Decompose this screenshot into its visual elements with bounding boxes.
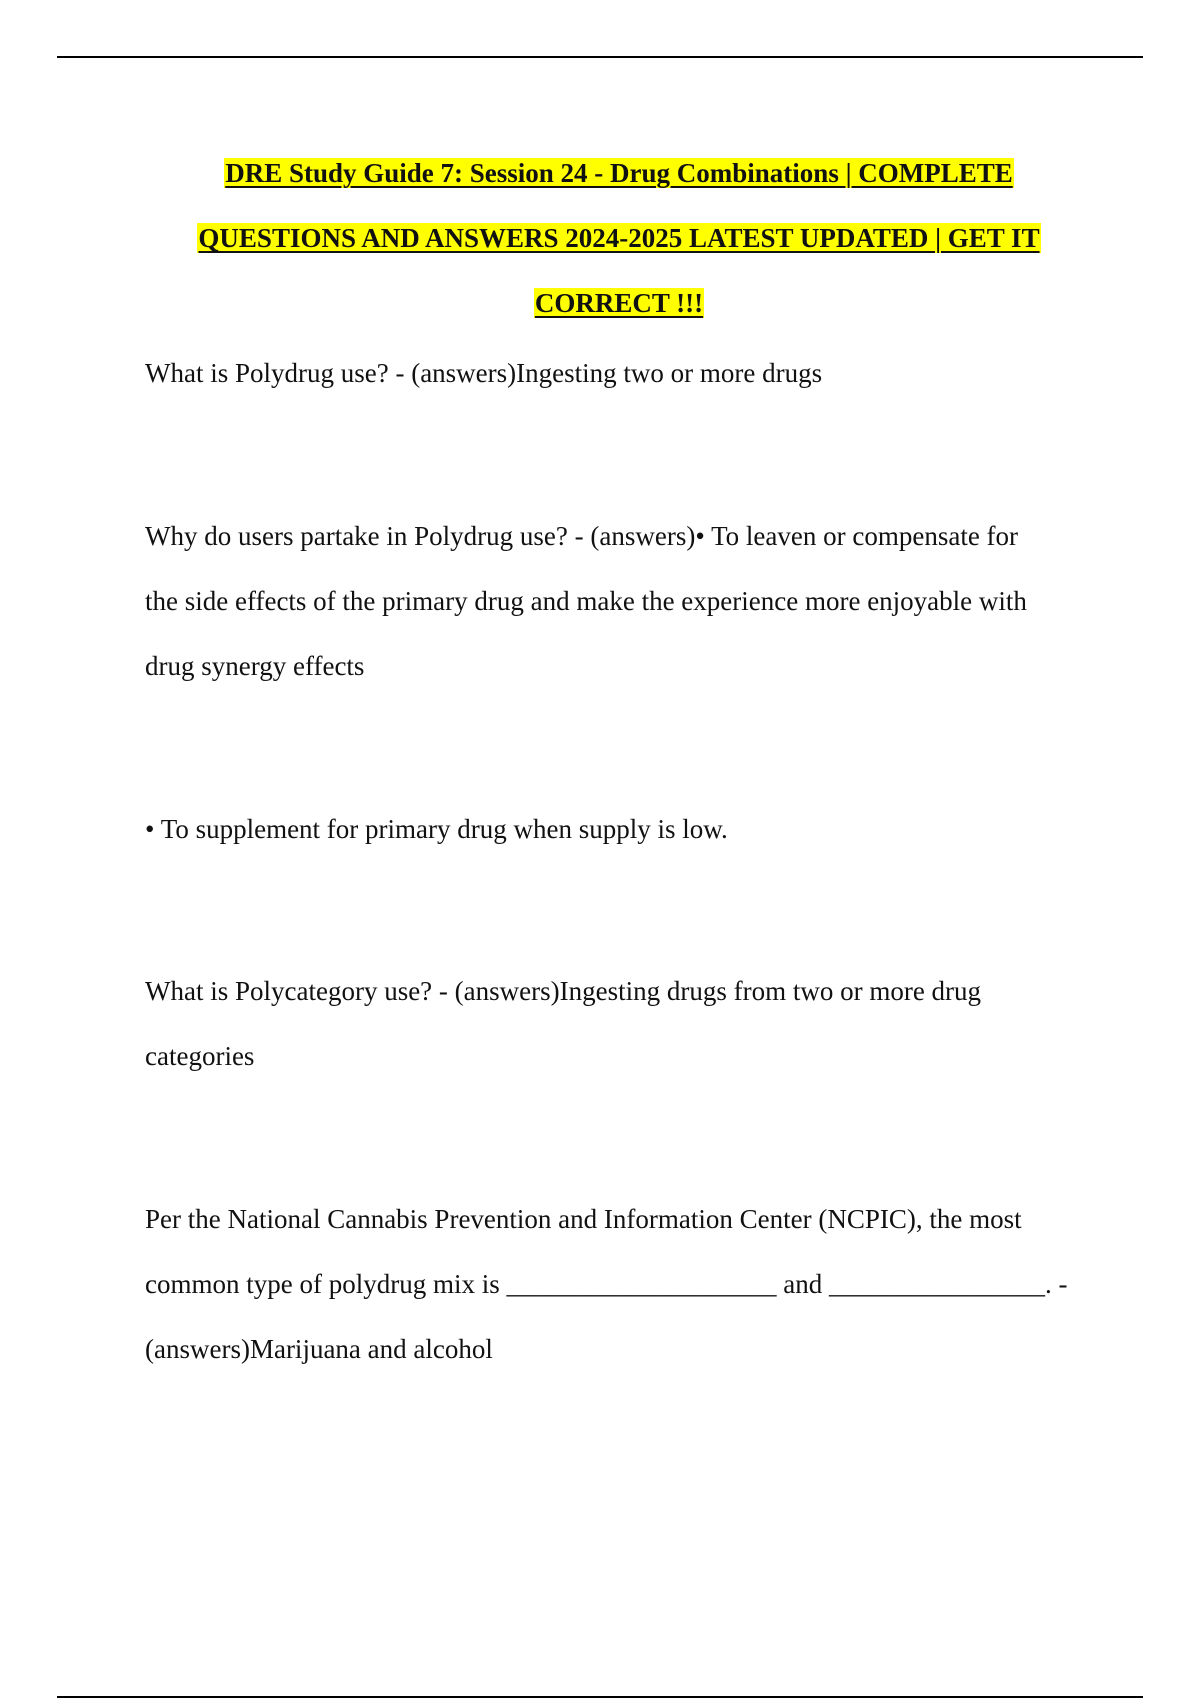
qa-text-line: (answers)Marijuana and alcohol — [145, 1334, 493, 1364]
qa-text-line: Why do users partake in Polydrug use? - (answers)• To leaven or compensate for — [145, 521, 1019, 551]
qa-text-line: Per the National Cannabis Prevention and Information Center (NCPIC), the most — [145, 1204, 1022, 1234]
title-line-2: QUESTIONS AND ANSWERS 2024-2025 LATEST UPDATED | GET IT — [198, 223, 1040, 253]
qa-ncpic-polydrug-mix — [145, 1187, 1095, 1382]
qa-text-line: drug synergy effects — [145, 651, 365, 681]
qa-text-line: the side effects of the primary drug and make the experience more enjoyable with — [145, 586, 1027, 616]
qa-text-line: What is Polycategory use? - (answers)Ingesting drugs from two or more drug — [145, 976, 982, 1006]
qa-polydrug-supplement — [145, 797, 1095, 862]
footer-rule — [57, 1696, 1143, 1698]
document-title — [120, 141, 1118, 336]
qa-text-line: categories — [145, 1041, 255, 1071]
qa-polydrug-reasons — [145, 504, 1095, 699]
header-rule — [57, 56, 1143, 58]
title-line-1: DRE Study Guide 7: Session 24 - Drug Combinations | COMPLETE — [225, 158, 1013, 188]
title-line-3: CORRECT !!! — [534, 288, 704, 318]
qa-polycategory-definition — [145, 959, 1095, 1089]
qa-text-line: • To supplement for primary drug when supply is low. — [145, 814, 728, 844]
qa-text-line: What is Polydrug use? - (answers)Ingesting two or more drugs — [145, 358, 823, 388]
qa-text-line: common type of polydrug mix is ____________________ and ________________. - — [145, 1269, 1068, 1299]
qa-polydrug-definition — [145, 341, 1095, 406]
